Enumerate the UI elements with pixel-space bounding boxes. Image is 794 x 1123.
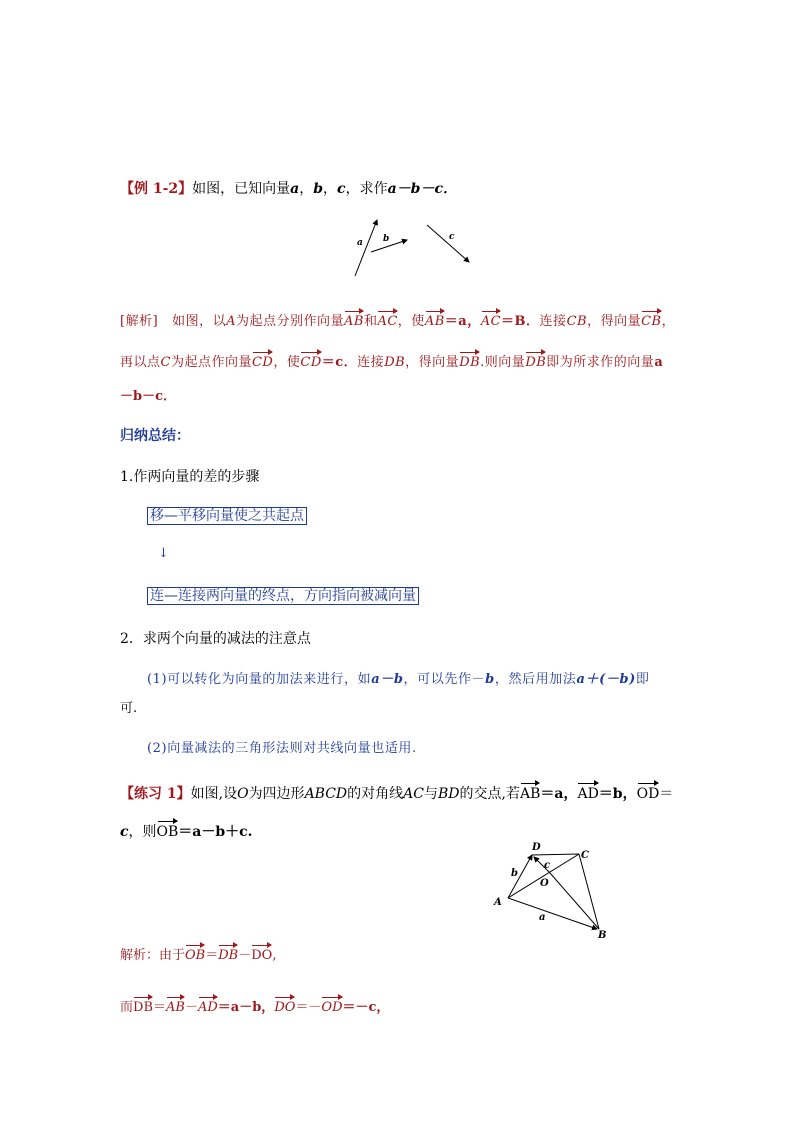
- vector-figure: [345, 215, 480, 285]
- step-box-connect: 连—连接两向量的终点，方向指向被减向量: [147, 587, 419, 605]
- label-a: a: [357, 238, 363, 248]
- example-statement: 【例 1-2】如图，已知向量a，b，c，求作a－b－c．: [120, 181, 457, 197]
- point-B: B: [598, 930, 607, 941]
- summary-item1: 1.作两向量的差的步骤: [120, 469, 260, 485]
- vector-a-arrow: [355, 220, 377, 276]
- note2: (2)向量减法的三角形法则对共线向量也适用.: [147, 741, 417, 756]
- solution2-line2: 而DB＝AB－AD＝a－b，DO＝－OD＝－c，: [120, 1000, 390, 1015]
- solution1-line1: [解析] 如图，以A为起点分别作向量AB和AC，使AB＝a，AC＝B．连接CB，得向量CB，: [120, 314, 676, 329]
- exercise-line2: c，则OB＝a－b＋c.: [120, 824, 253, 840]
- summary-item2: 2．求两个向量的减法的注意点: [120, 631, 311, 647]
- step-box-move: 移—平移向量使之共起点: [147, 507, 307, 525]
- example-tag: 【例 1-2】: [120, 181, 193, 197]
- summary-heading: 归纳总结：: [120, 428, 190, 444]
- point-O: O: [540, 878, 549, 889]
- point-D: D: [532, 842, 541, 853]
- point-A: A: [494, 897, 502, 908]
- solution1-line2: 再以点C为起点作向量CD，使CD＝c．连接DB，得向量DB.则向量DB即为所求作的向量a: [120, 355, 664, 370]
- label-c: c: [544, 860, 551, 871]
- quadrilateral-figure: [488, 835, 618, 945]
- vector-c-arrow: [427, 225, 469, 262]
- note1-line2: 可.: [120, 701, 138, 716]
- label-a: a: [539, 912, 546, 923]
- label-c: c: [449, 232, 455, 242]
- solution1-line3: －b－c．: [120, 389, 177, 404]
- down-arrow-icon: ↓: [158, 546, 169, 561]
- note1-line1: (1)可以转化为向量的加法来进行，如a－b，可以先作－b，然后用加法a＋(－b)即: [147, 672, 650, 687]
- label-b: b: [511, 868, 518, 879]
- side-DC: [532, 854, 579, 855]
- label-b: b: [383, 234, 390, 244]
- vector-AB: [508, 898, 597, 929]
- solution2-line1: 解析：由于OB＝DB－DO,: [120, 948, 277, 963]
- point-C: C: [581, 850, 589, 861]
- exercise-line1: 【练习 1】如图,设O为四边形ABCD的对角线AC与BD的交点,若AB＝a，AD＝b，OD＝: [120, 786, 674, 802]
